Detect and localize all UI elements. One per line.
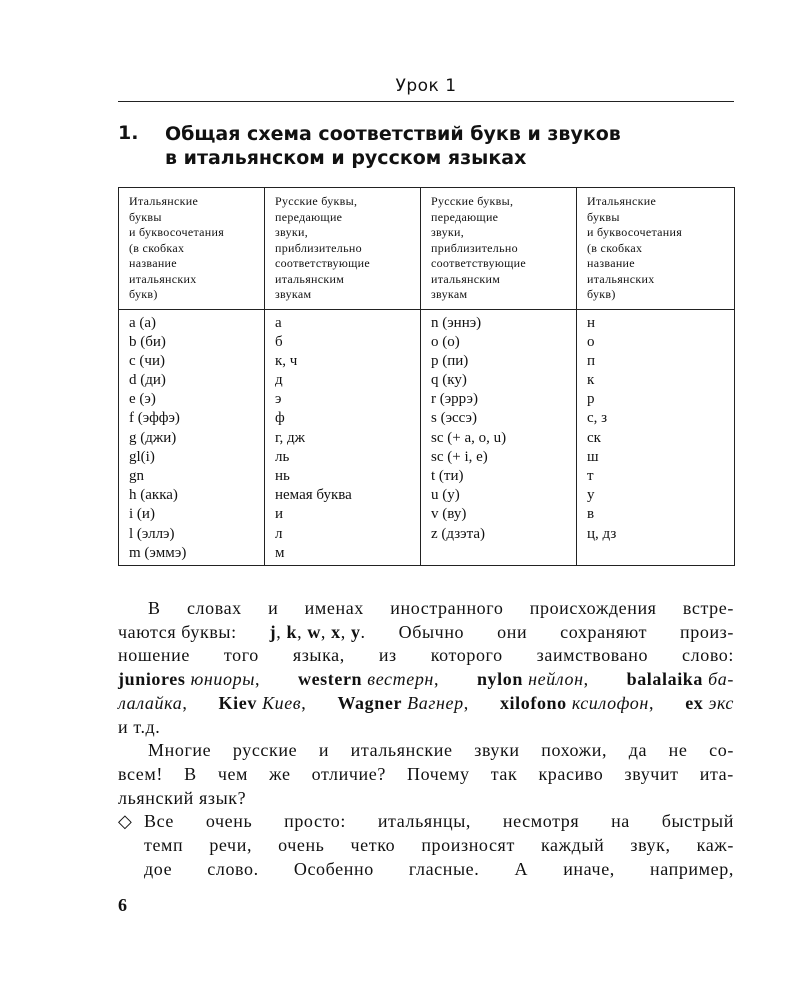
letter-list: j, k, w, x, y. [269, 621, 366, 642]
text-run: чаются буквы: [118, 621, 237, 642]
table-cell-entry: с, з [587, 410, 608, 427]
text-line [118, 716, 734, 740]
word: на [611, 811, 630, 832]
russian-word: Вагнер [407, 692, 464, 713]
russian-word: юниоры [190, 669, 256, 690]
text-line [118, 597, 734, 621]
table-cell-entry: ск [587, 429, 601, 446]
section-title [165, 122, 621, 170]
word: ита- [699, 763, 734, 784]
header-line: звукам [431, 287, 468, 301]
example-pair: nylon нейлон, [476, 669, 589, 690]
table-cell-entry: s (эссэ) [431, 410, 477, 427]
italian-word: western [297, 669, 363, 690]
text-line [144, 810, 734, 834]
table-cell-entry: gn [129, 468, 144, 484]
table-cell-entry: o (о) [431, 333, 460, 350]
word: и [268, 598, 279, 618]
example-pair: xilofono ксилофон, [499, 692, 655, 713]
letter: y [350, 621, 361, 642]
header-line: звуки, [431, 225, 465, 239]
word: Почему [407, 763, 470, 784]
italian-word: nylon [476, 669, 523, 690]
header-line: буквы [129, 209, 162, 224]
header-line: звукам [275, 287, 312, 301]
table-cell-entry: а [275, 314, 282, 331]
word: очень [205, 811, 253, 832]
table-cell-entry: м [275, 544, 285, 561]
header-line: итальянских [587, 271, 655, 286]
word: четко [350, 835, 396, 856]
header-line: букв) [129, 287, 158, 301]
word: именах [304, 598, 364, 618]
word: Многие [148, 740, 212, 761]
correspondence-table [118, 187, 735, 566]
text-run: льянский язык? [118, 787, 247, 808]
running-header: Урок 1 [395, 76, 457, 96]
word: да [628, 740, 648, 761]
header-line: передающие [431, 209, 499, 224]
russian-word: нейлон [528, 669, 584, 690]
table-cell-entry: z (дзэта) [431, 525, 485, 542]
table-cell-entry: д [275, 372, 283, 389]
table-cell-entry: и [275, 506, 284, 523]
example-pair: лалайка, [118, 692, 188, 713]
word: не [668, 740, 688, 761]
table-cell-entry: l (эллэ) [129, 525, 175, 542]
word: каждый [540, 835, 605, 856]
table-cell-entry: gl(i) [129, 448, 155, 465]
header-line: Русские буквы, [431, 194, 514, 208]
table-column-cell [577, 309, 735, 565]
text-run: Обычно [398, 621, 465, 642]
table-cell-entry: n (эннэ) [431, 314, 482, 331]
diamond-bullet-icon: ◇ [118, 811, 133, 832]
letter: k [286, 621, 298, 642]
example-pair: juniores юниоры, [118, 669, 261, 690]
text-line [118, 692, 734, 716]
word: того [223, 645, 259, 666]
header-line: название [587, 256, 635, 270]
word: звук, [630, 835, 671, 856]
word: происхождения [529, 598, 657, 618]
table-column-cell [119, 309, 265, 565]
word: слово. [207, 858, 259, 879]
table-cell-entry: ль [275, 448, 290, 465]
text-line [118, 787, 734, 811]
text-line [144, 858, 734, 882]
italian-word: balalaika [626, 669, 704, 690]
table-cell-entry: э [275, 391, 282, 408]
italian-word: juniores [118, 669, 186, 690]
body-text [118, 597, 734, 881]
table-cell-entry: f (эффэ) [129, 410, 180, 427]
word: А [514, 858, 529, 879]
section-title-line: Общая схема соответствий букв и звуков [165, 123, 621, 145]
text-line [118, 621, 734, 645]
word: каж- [696, 835, 734, 856]
table-cell-entry: нь [275, 468, 290, 484]
word: же [269, 763, 291, 784]
table-cell-entry: c (чи) [129, 352, 165, 369]
text-line [118, 668, 734, 692]
word: так [490, 763, 518, 784]
text-run: и т.д. [118, 716, 161, 737]
table-cell-entry: d (ди) [129, 372, 166, 389]
word: В [184, 763, 197, 784]
letter: w [307, 621, 321, 642]
word: отличие? [311, 763, 386, 784]
table-column-cell [265, 309, 421, 565]
example-pair: western вестерн, [297, 669, 440, 690]
table-header-row [119, 188, 735, 310]
text-line [118, 739, 734, 763]
header-line: итальянским [431, 271, 501, 286]
table-cell-entry: ц, дз [587, 525, 617, 542]
italian-word: Kiev [218, 692, 257, 713]
word: слово: [682, 645, 734, 666]
text-line [118, 644, 734, 668]
word: со- [709, 740, 734, 761]
table-header-cell [265, 188, 421, 310]
word: всем! [118, 763, 163, 784]
word: Особенно [293, 858, 374, 879]
header-line: приблизительно [275, 240, 362, 255]
text-run: произ- [680, 621, 734, 642]
header-line: (в скобках [129, 240, 185, 255]
word: иностранного [390, 598, 504, 618]
paragraph [118, 597, 734, 739]
header-line: передающие [275, 209, 343, 224]
table-cell-entry: a (а) [129, 314, 157, 331]
header-line: соответствующие [275, 256, 371, 270]
word: языка, [292, 645, 345, 666]
text-line [118, 763, 734, 787]
word: и [318, 740, 330, 761]
italian-word: Wagner [337, 692, 403, 713]
header-line: Итальянские [587, 194, 657, 208]
example-pair [685, 692, 734, 716]
table-cell-entry: g (джи) [129, 429, 177, 446]
bullet-line [118, 810, 734, 881]
table-cell-entry: к [587, 372, 595, 389]
italian-word: ex [685, 692, 704, 713]
word: чем [217, 763, 249, 784]
word: итальянские [350, 740, 453, 761]
word: произносят [421, 835, 515, 856]
word: несмотря [502, 811, 580, 832]
table-cell-entry: ш [587, 448, 599, 465]
text-run: сохраняют [560, 621, 648, 642]
table-column-cell [421, 309, 577, 565]
table-cell-entry: sc (+ a, o, u) [431, 429, 507, 446]
table-header-cell [421, 188, 577, 310]
table-cell-entry: г, дж [275, 429, 305, 446]
header-rule [118, 101, 734, 102]
table-cell-entry: u (у) [431, 487, 460, 504]
table-cell-entry: немая буква [275, 487, 352, 504]
text-line [144, 834, 734, 858]
table-cell-entry: r (эррэ) [431, 391, 478, 408]
header-line: название [129, 256, 177, 270]
header-line: и буквосочетания [129, 225, 225, 239]
table-body-row [119, 309, 735, 565]
example-pair: Wagner Вагнер, [337, 692, 469, 713]
header-line: итальянским [275, 271, 345, 286]
table-cell-entry: t (ти) [431, 468, 464, 484]
header-line: букв) [587, 287, 616, 301]
table-cell-entry: ф [275, 410, 285, 427]
letter: j [269, 621, 277, 642]
page-number: 6 [118, 895, 127, 915]
table-cell-entry: v (ву) [431, 506, 467, 523]
word: Все [144, 811, 175, 832]
example-pair [627, 668, 734, 692]
header-line: соответствующие [431, 256, 527, 270]
russian-word: Киев [262, 692, 302, 713]
word: из [378, 645, 397, 666]
text-run: они [497, 621, 528, 642]
table-cell-entry: р [587, 391, 595, 408]
word: итальянцы, [377, 811, 472, 832]
russian-word: ба- [708, 669, 734, 690]
table-header-cell [119, 188, 265, 310]
header-line: и буквосочетания [587, 225, 683, 239]
table-cell-entry: sc (+ i, e) [431, 448, 488, 465]
table-cell-entry: m (эммэ) [129, 544, 187, 561]
word: речи, [209, 835, 253, 856]
table-cell-entry: л [275, 525, 283, 542]
table-cell-entry: о [587, 333, 595, 350]
russian-word: лалайка [118, 692, 183, 713]
bullet-paragraph [118, 810, 734, 881]
word: В [148, 598, 161, 618]
word: очень [278, 835, 325, 856]
word: заимствовано [536, 645, 649, 666]
word: красиво [538, 763, 604, 784]
word: звуки [474, 740, 520, 761]
table-cell-entry: т [587, 468, 594, 484]
russian-word: экс [708, 692, 734, 713]
word: быстрый [661, 811, 734, 832]
table-cell-entry: к, ч [275, 352, 298, 369]
word: звучит [624, 763, 679, 784]
word: темп [144, 835, 184, 856]
paragraph [118, 739, 734, 810]
table-cell-entry: i (и) [129, 506, 155, 523]
word: русские [232, 740, 298, 761]
word: похожи, [541, 740, 608, 761]
word: просто: [284, 811, 346, 832]
table-cell-entry: p (пи) [431, 352, 469, 369]
russian-word: ксилофон [571, 692, 649, 713]
table-cell-entry: н [587, 314, 596, 331]
word: которого [430, 645, 503, 666]
table-cell-entry: q (ку) [431, 372, 467, 389]
table-cell-entry: e (э) [129, 391, 156, 408]
table-header-cell [577, 188, 735, 310]
word: словах [186, 598, 242, 618]
letter: x [331, 621, 341, 642]
header-line: итальянских [129, 271, 197, 286]
header-line: Итальянские [129, 194, 199, 208]
table-cell-entry: в [587, 506, 595, 523]
header-line: звуки, [275, 225, 309, 239]
table-cell-entry: h (акка) [129, 487, 178, 504]
word: встре- [682, 598, 734, 618]
russian-word: вестерн [367, 669, 434, 690]
word: дое [144, 858, 173, 879]
italian-word: xilofono [499, 692, 567, 713]
header-line: Русские буквы, [275, 194, 358, 208]
table-cell-entry: б [275, 333, 283, 350]
example-pair: Kiev Киев, [218, 692, 307, 713]
table-cell-entry: у [587, 487, 595, 504]
word: например, [650, 858, 734, 879]
section-title-line: в итальянском и русском языках [165, 147, 527, 169]
header-line: буквы [587, 209, 620, 224]
word: иначе, [563, 858, 615, 879]
table-cell-entry: b (би) [129, 333, 166, 350]
word: ношение [118, 645, 190, 666]
bullet-body [144, 810, 734, 881]
table-cell-entry: п [587, 352, 596, 369]
section-number: 1. [118, 122, 139, 144]
header-line: (в скобках [587, 240, 643, 255]
word: гласные. [408, 858, 480, 879]
header-line: приблизительно [431, 240, 518, 255]
